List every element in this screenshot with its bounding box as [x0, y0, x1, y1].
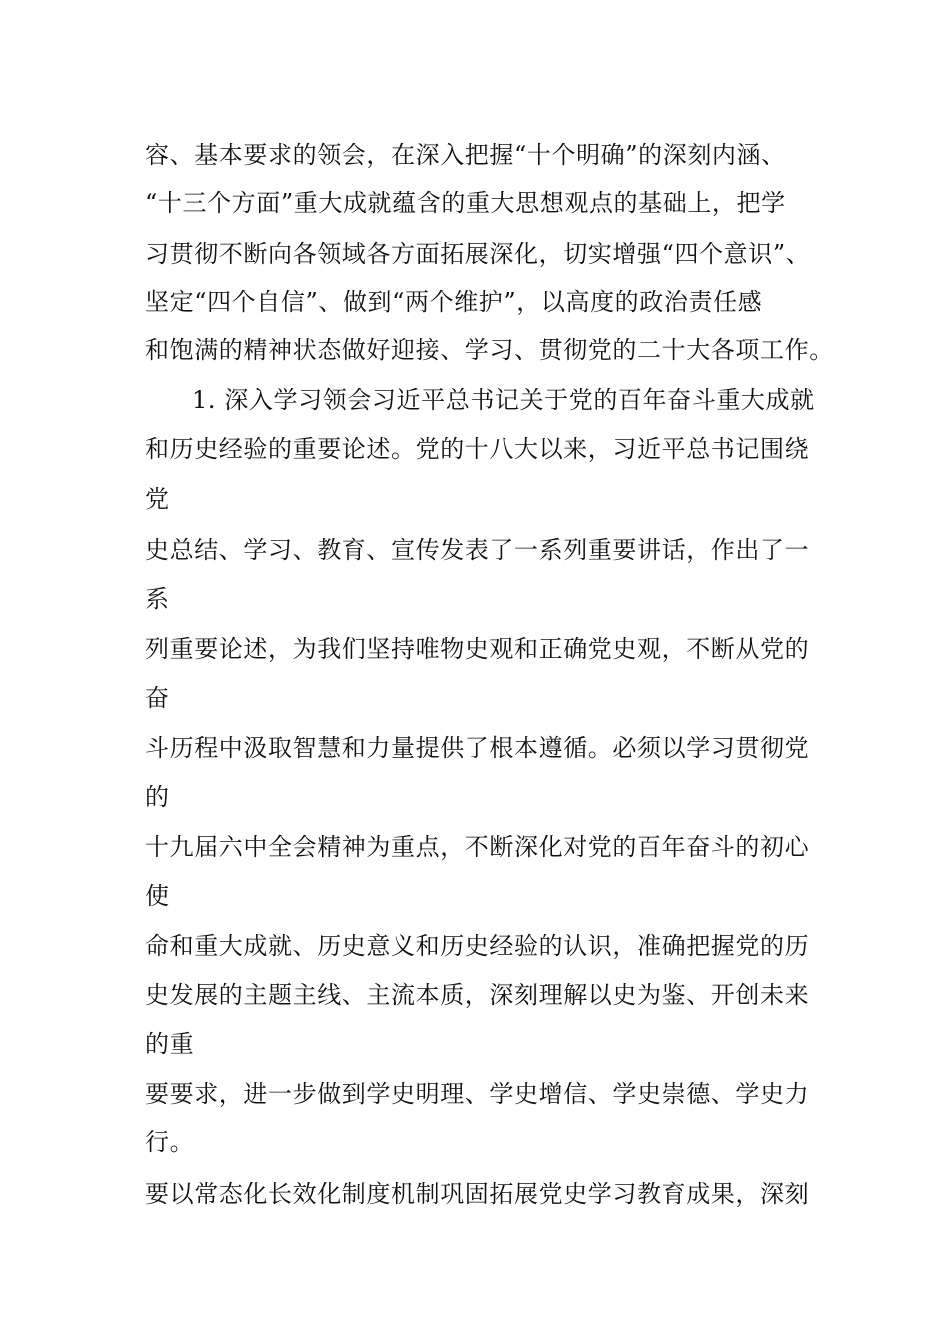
text-line: 党: [145, 485, 170, 513]
text-line: 坚定“四个自信”、做到“两个维护”，以高度的政治责任感: [145, 288, 763, 316]
text-line: 行。: [145, 1128, 195, 1156]
text-line: 要以常态化长效化制度机制巩固拓展党史学习教育成果，深刻: [145, 1180, 810, 1208]
text-line: 容、基本要求的领会，在深入把握“十个明确”的深刻内涵、: [145, 141, 786, 169]
text-line: 斗历程中汲取智慧和力量提供了根本遵循。必须以学习贯彻党: [145, 734, 810, 762]
numbered-paragraph-start: 1. 深入学习领会习近平总书记关于党的百年奋斗重大成就: [192, 386, 815, 414]
text-line: 史发展的主题主线、主流本质，深刻理解以史为鉴、开创未来: [145, 981, 810, 1009]
text-line: 和历史经验的重要论述。党的十八大以来，习近平总书记围绕: [145, 435, 810, 463]
text-line: 要要求，进一步做到学史明理、学史增信、学史崇德、学史力: [145, 1080, 810, 1108]
text-line: 史总结、学习、教育、宣传发表了一系列重要讲话，作出了一: [145, 536, 810, 564]
text-line: 使: [145, 882, 170, 910]
text-line: “十三个方面”重大成就蕴含的重大思想观点的基础上，把学: [145, 189, 786, 217]
text-line: 的: [145, 783, 170, 811]
text-line: 十九届六中全会精神为重点，不断深化对党的百年奋斗的初心: [145, 833, 810, 861]
text-line: 习贯彻不断向各领域各方面拓展深化，切实增强“四个意识”、: [145, 240, 811, 268]
text-line: 命和重大成就、历史意义和历史经验的认识，准确把握党的历: [145, 932, 810, 960]
text-line: 列重要论述，为我们坚持唯物史观和正确党史观，不断从党的: [145, 635, 810, 663]
text-line: 和饱满的精神状态做好迎接、学习、贯彻党的二十大各项工作。: [145, 336, 834, 364]
text-line: 奋: [145, 684, 170, 712]
text-line: 系: [145, 585, 170, 613]
text-line: 的重: [145, 1030, 195, 1058]
